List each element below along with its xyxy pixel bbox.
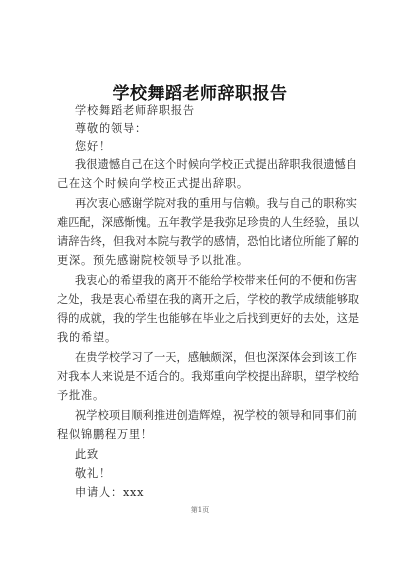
paragraph-line: 在贵学校学习了一天，感触颇深，但也深深体会到该工作	[75, 351, 357, 364]
paragraph-line: 我很遗憾自己在这个时候向学校正式提出辞职我很遗憾自	[75, 158, 357, 171]
document-title: 学校舞蹈老师辞职报告	[112, 84, 288, 104]
paragraph-line: 得的成就，我的学生也能够在毕业之后找到更好的去处，这是	[57, 312, 360, 325]
salutation: 尊敬的领导：	[75, 122, 147, 135]
paragraph-line: 之处，我是衷心希望在我的离开之后，学校的教学成绩能够取	[57, 293, 360, 306]
closing-line: 此致	[75, 448, 99, 461]
document-subtitle: 学校舞蹈老师辞职报告	[75, 104, 195, 117]
paragraph-line: 更深。预先感谢院校领导予以批准。	[57, 254, 249, 267]
page-number: 第1页	[190, 506, 210, 514]
closing-line: 敬礼！	[75, 467, 111, 480]
paragraph-line: 难匹配，深感惭愧。五年教学是我弥足珍贵的人生经验，虽以	[57, 216, 360, 229]
applicant-line: 申请人：xxx	[75, 486, 145, 499]
paragraph-line: 祝学校项目顺利推进创造辉煌，祝学校的领导和同事们前	[75, 409, 357, 422]
greeting: 您好！	[75, 140, 111, 153]
paragraph-line: 予批准。	[57, 389, 105, 402]
paragraph-line: 程似锦鹏程万里！	[57, 428, 153, 441]
paragraph-line: 再次衷心感谢学院对我的重用与信赖。我与自己的职称实	[75, 197, 357, 210]
paragraph-line: 我的希望。	[57, 331, 117, 344]
paragraph-line: 对我本人来说是不适合的。我郑重向学校提出辞职，望学校给	[57, 370, 360, 383]
paragraph-line: 己在这个时候向学校正式提出辞职。	[57, 177, 249, 190]
paragraph-line: 我衷心的希望我的离开不能给学校带来任何的不便和伤害	[75, 274, 357, 287]
paragraph-line: 请辞告终，但我对本院与教学的感情，恐怕比诸位所能了解的	[57, 235, 360, 248]
